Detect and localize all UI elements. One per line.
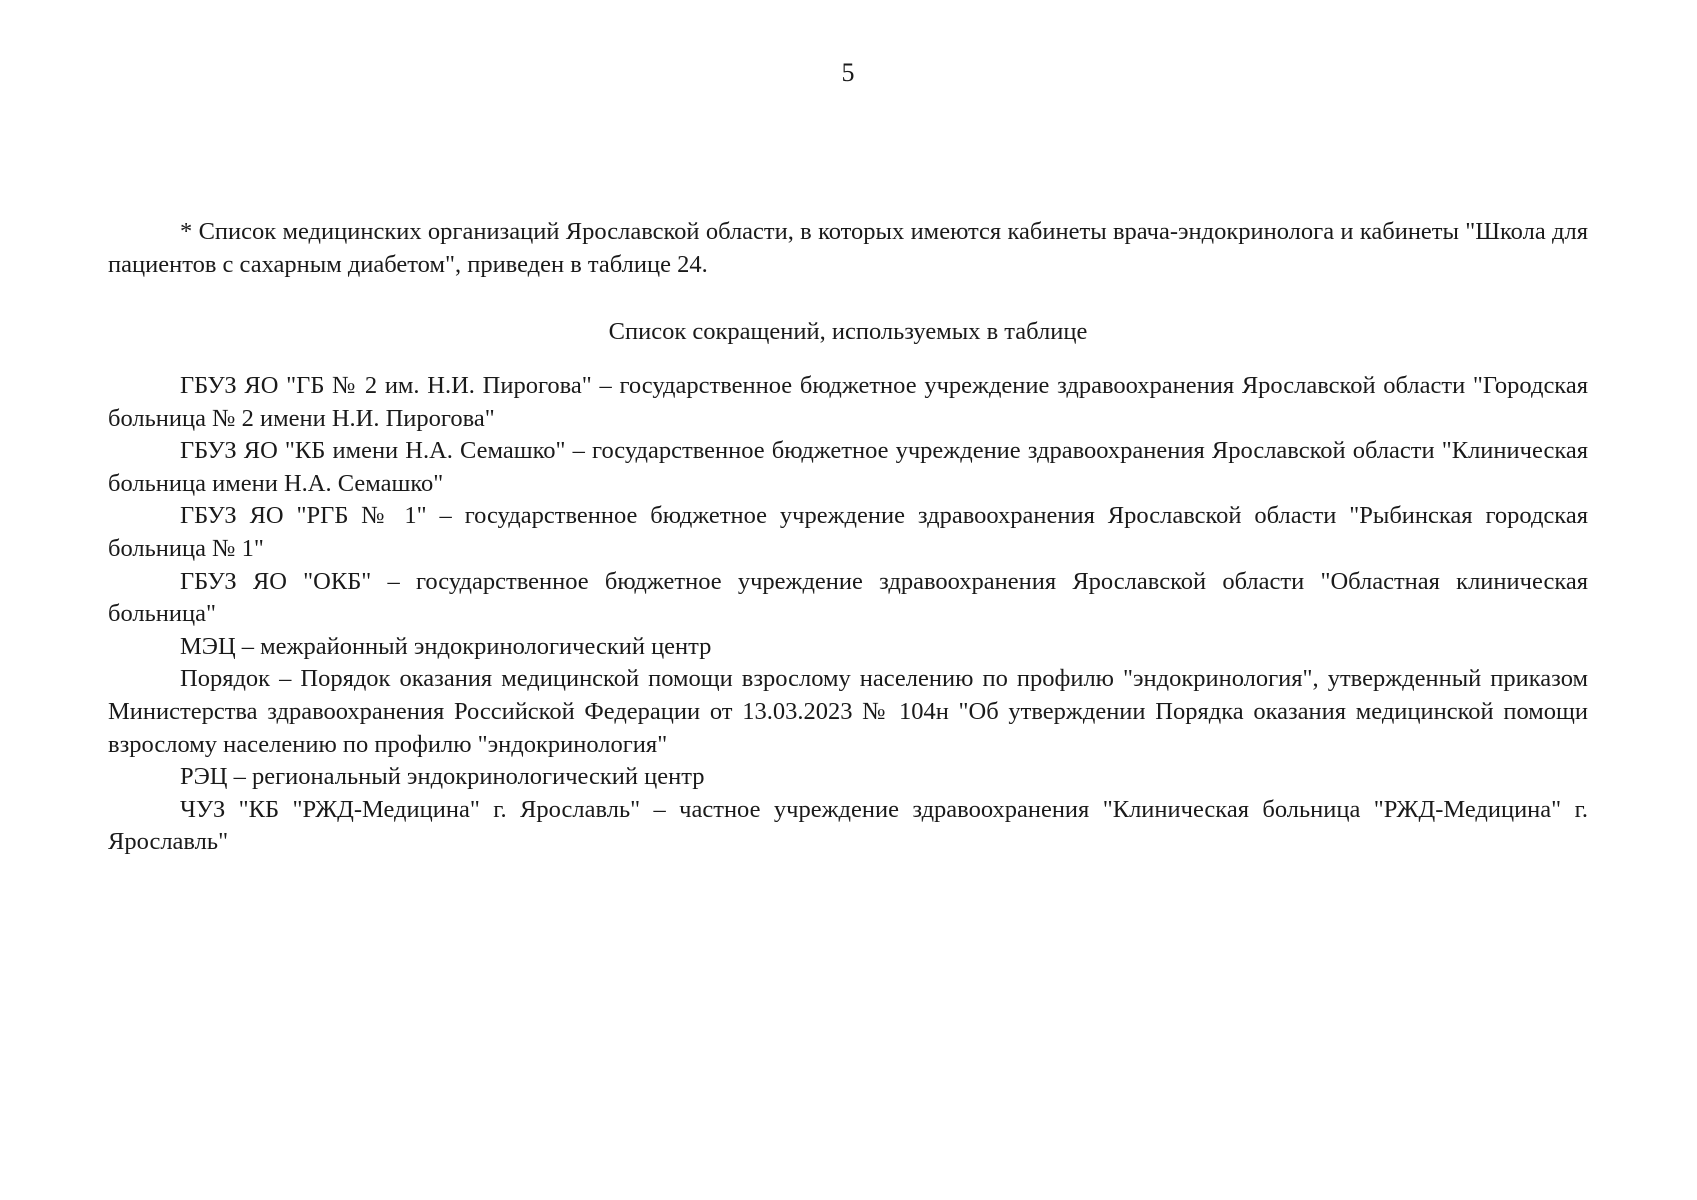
footnote: * Список медицинских организаций Ярославской области, в которых имеются кабинеты врача-эндокринолога и кабинеты "Школа для пациентов с сахарным диабетом", приведен в таблице 24.	[108, 218, 1588, 278]
abbreviation-item: МЭЦ – межрайонный эндокринологический центр	[180, 632, 712, 660]
abbreviation-item: ЧУЗ "КБ "РЖД-Медицина" г. Ярославль" – частное учреждение здравоохранения "Клиническая больница "РЖД-Медицина" г. Ярославль"	[108, 795, 1588, 856]
abbreviation-item: РЭЦ – региональный эндокринологический центр	[180, 763, 705, 791]
abbreviations-heading: Список сокращений, используемых в таблице	[608, 318, 1088, 345]
page-number: 5	[841, 58, 855, 87]
abbreviation-item: ГБУЗ ЯО "ОКБ" – государственное бюджетное учреждение здравоохранения Ярославской области "Областная клиническая больница"	[108, 567, 1588, 628]
document-page	[108, 0, 1588, 1200]
abbreviation-item: ГБУЗ ЯО "ГБ № 2 им. Н.И. Пирогова" – государственное бюджетное учреждение здравоохранения Ярославской области "Городская больница № 2 имени Н.И. Пирогова"	[108, 372, 1588, 432]
abbreviations-list	[108, 370, 1588, 859]
abbreviation-item: Порядок – Порядок оказания медицинской помощи взрослому населению по профилю "эндокринология", утвержденный приказом Министерства здравоохранения Российской Федерации от 13.03.2023 № 104н "Об утверждении Порядка оказания медицинской помощи взрослому населению по профилю "эндокринология"	[108, 665, 1588, 758]
abbreviation-item: ГБУЗ ЯО "КБ имени Н.А. Семашко" – государственное бюджетное учреждение здравоохранения Ярославской области "Клиническая больница имени Н.А. Семашко"	[108, 437, 1588, 497]
abbreviation-item: ГБУЗ ЯО "РГБ № 1" – государственное бюджетное учреждение здравоохранения Ярославской области "Рыбинская городская больница № 1"	[108, 502, 1588, 562]
